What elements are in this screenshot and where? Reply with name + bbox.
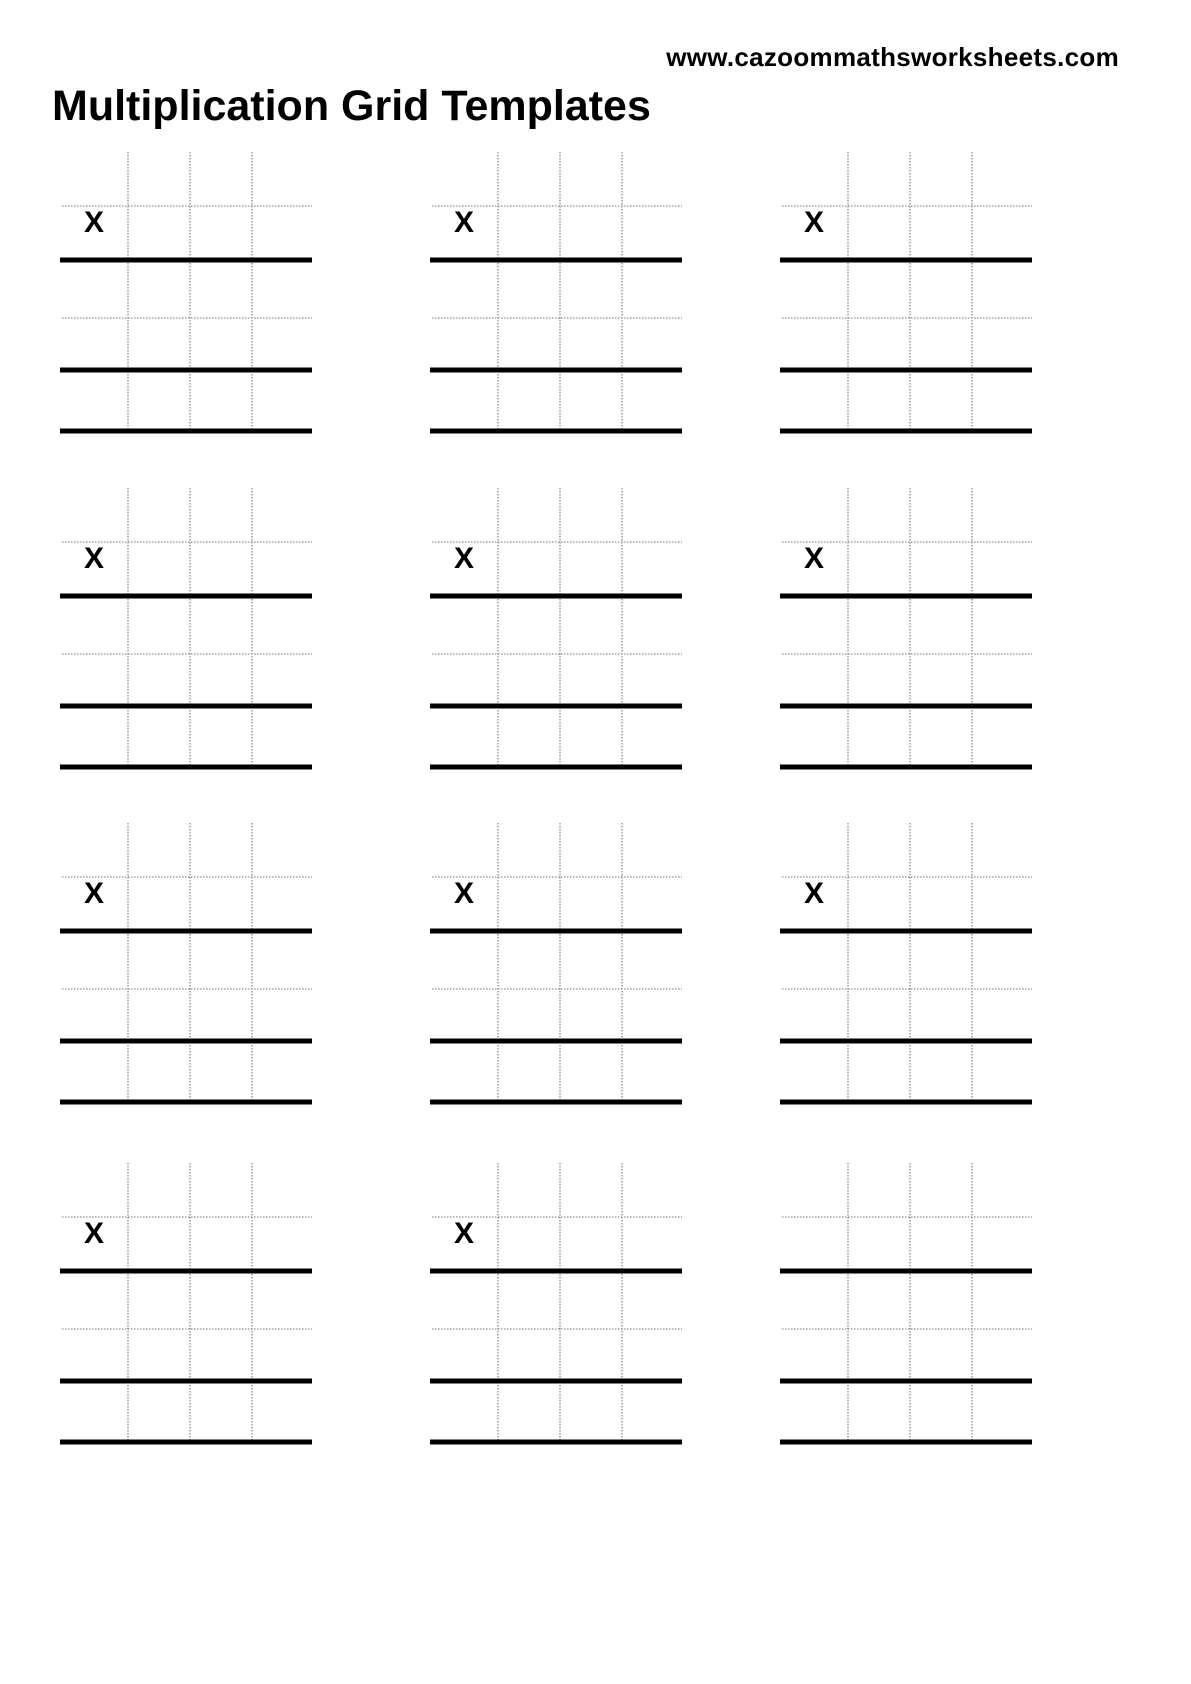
grid-lines xyxy=(62,823,332,1133)
times-sign: X xyxy=(84,542,105,575)
multiplication-grid-8 xyxy=(432,823,702,1133)
multiplication-grid-5 xyxy=(432,488,702,798)
times-sign: X xyxy=(804,877,825,910)
grid-lines xyxy=(432,823,702,1133)
grid-lines xyxy=(782,1163,1052,1473)
grid-lines xyxy=(432,152,702,462)
grid-lines xyxy=(782,488,1052,798)
multiplication-grid-4 xyxy=(62,488,332,798)
grid-lines xyxy=(432,1163,702,1473)
times-sign: X xyxy=(804,206,825,239)
multiplication-grid-9 xyxy=(782,823,1052,1133)
times-sign: X xyxy=(454,542,475,575)
grid-lines xyxy=(782,823,1052,1133)
multiplication-grid-1 xyxy=(62,152,332,462)
times-sign: X xyxy=(454,206,475,239)
grid-lines xyxy=(62,488,332,798)
grid-lines xyxy=(62,1163,332,1473)
site-url: www.cazoommathsworksheets.com xyxy=(666,42,1119,72)
times-sign: X xyxy=(804,542,825,575)
page-title: Multiplication Grid Templates xyxy=(52,82,651,130)
times-sign: X xyxy=(84,206,105,239)
grid-lines xyxy=(782,152,1052,462)
multiplication-grid-7 xyxy=(62,823,332,1133)
multiplication-grid-2 xyxy=(432,152,702,462)
multiplication-grid-3 xyxy=(782,152,1052,462)
multiplication-grid-6 xyxy=(782,488,1052,798)
times-sign: X xyxy=(84,877,105,910)
times-sign: X xyxy=(454,877,475,910)
multiplication-grid-11 xyxy=(432,1163,702,1473)
grid-lines xyxy=(432,488,702,798)
times-sign: X xyxy=(84,1217,105,1250)
grid-lines xyxy=(62,152,332,462)
multiplication-grid-10 xyxy=(62,1163,332,1473)
multiplication-grid-12 xyxy=(782,1163,1052,1473)
times-sign: X xyxy=(454,1217,475,1250)
